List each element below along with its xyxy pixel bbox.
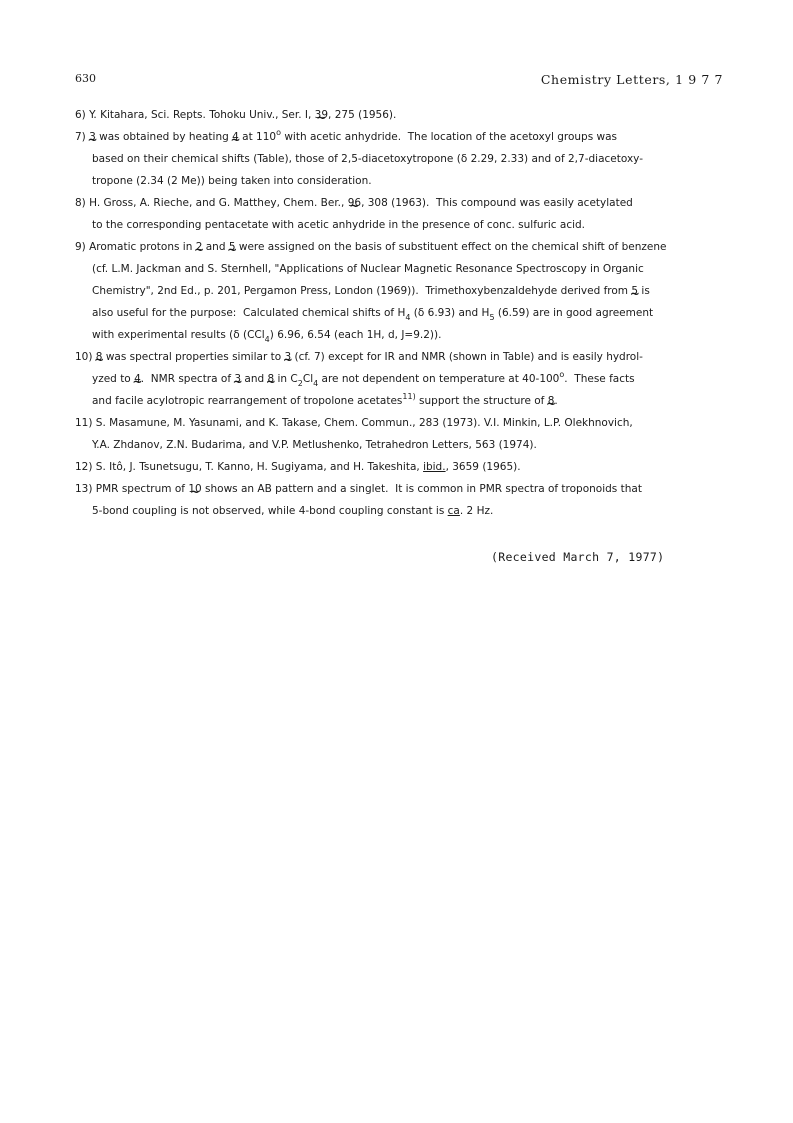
ref-line: with experimental results (δ (CCl$_4$) 6.96, 6.54 (each 1H, d, J=9.2)). [92,329,442,344]
ref-line: and facile acylotropic rearrangement of tropolone acetates$^{11)}$ support the structure of 8 ~. [75,390,735,412]
ref-line: (cf. L.M. Jackman and S. Sternhell, "Applications of Nuclear Magnetic Resonance Spectroscopy in Organic [92,263,644,275]
ref-line: 13) PMR spectrum of 10 ~ shows an AB pattern and a singlet. It is common in PMR spectra of troponoids that [75,478,735,500]
reference-11 [75,412,735,456]
ref-line: 9) Aromatic protons in 2 ~ and 5 ~ were assigned on the basis of substituent effect on the chemical shift of benzene [75,236,735,258]
ref-line: 11) S. Masamune, M. Yasunami, and K. Takase, Chem. Commun., 283 (1973). V.I. Minkin, L.P. Olekhnovich, [75,417,633,429]
ref-line: Chemistry", 2nd Ed., p. 201, Pergamon Press, London (1969)). Trimethoxybenzaldehyde derived from 5 ~ is [75,280,735,302]
reference-9 [75,236,735,346]
received-date: (Received March 7, 1977) [491,550,665,564]
ref-line: 6) Y. Kitahara, Sci. Repts. Tohoku Univ., Ser. I, 39 ~, 275 (1956). [75,104,735,126]
reference-12 [75,456,735,478]
ref-line: Y.A. Zhdanov, Z.N. Budarima, and V.P. Metlushenko, Tetrahedron Letters, 563 (1974). [92,439,537,451]
ref-line: yzed to 4 ~. NMR spectra of 3 ~ and 8 ~ in $C_2Cl_4$ are not dependent on temperature at 40-100$^o$. These facts [75,368,735,390]
page-header [75,72,723,88]
reference-10 [75,346,735,412]
ref-line: 7) 3 ~ was obtained by heating 4 ~ at 110$^o$ with acetic anhydride. The location of the acetoxyl groups was [75,126,735,148]
reference-13 [75,478,735,522]
reference-7 [75,126,735,192]
reference-8 [75,192,735,236]
ref-line: 10) 8 ~ was spectral properties similar to 3 ~ (cf. 7) except for IR and NMR (shown in Table) and is easily hydrol- [75,346,735,368]
reference-6 [75,104,735,126]
ref-line: tropone (2.34 (2 Me)) being taken into consideration. [92,175,372,187]
ref-line: based on their chemical shifts (Table), those of 2,5-diacetoxytropone (δ 2.29, 2.33) and of 2,7-diacetoxy- [92,153,643,165]
references-list [75,104,735,522]
page-number: 630 [75,72,96,85]
journal-title: Chemistry Letters, 1 9 7 7 [540,72,723,87]
ref-line: 8) H. Gross, A. Rieche, and G. Matthey, Chem. Ber., 96 ~, 308 (1963). This compound was easily acetylated [75,192,735,214]
ref-line: 12) S. Itô, J. Tsunetsugu, T. Kanno, H. Sugiyama, and H. Takeshita, ibid., 3659 (1965). [75,461,521,473]
ref-line: to the corresponding pentacetate with acetic anhydride in the presence of conc. sulfuric acid. [92,219,586,231]
ref-line: 5-bond coupling is not observed, while 4-bond coupling constant is ca. 2 Hz. [92,505,494,517]
ref-line: also useful for the purpose: Calculated chemical shifts of $H_4$ (δ 6.93) and $H_5$ (6.59) are in good agreement [92,307,654,322]
